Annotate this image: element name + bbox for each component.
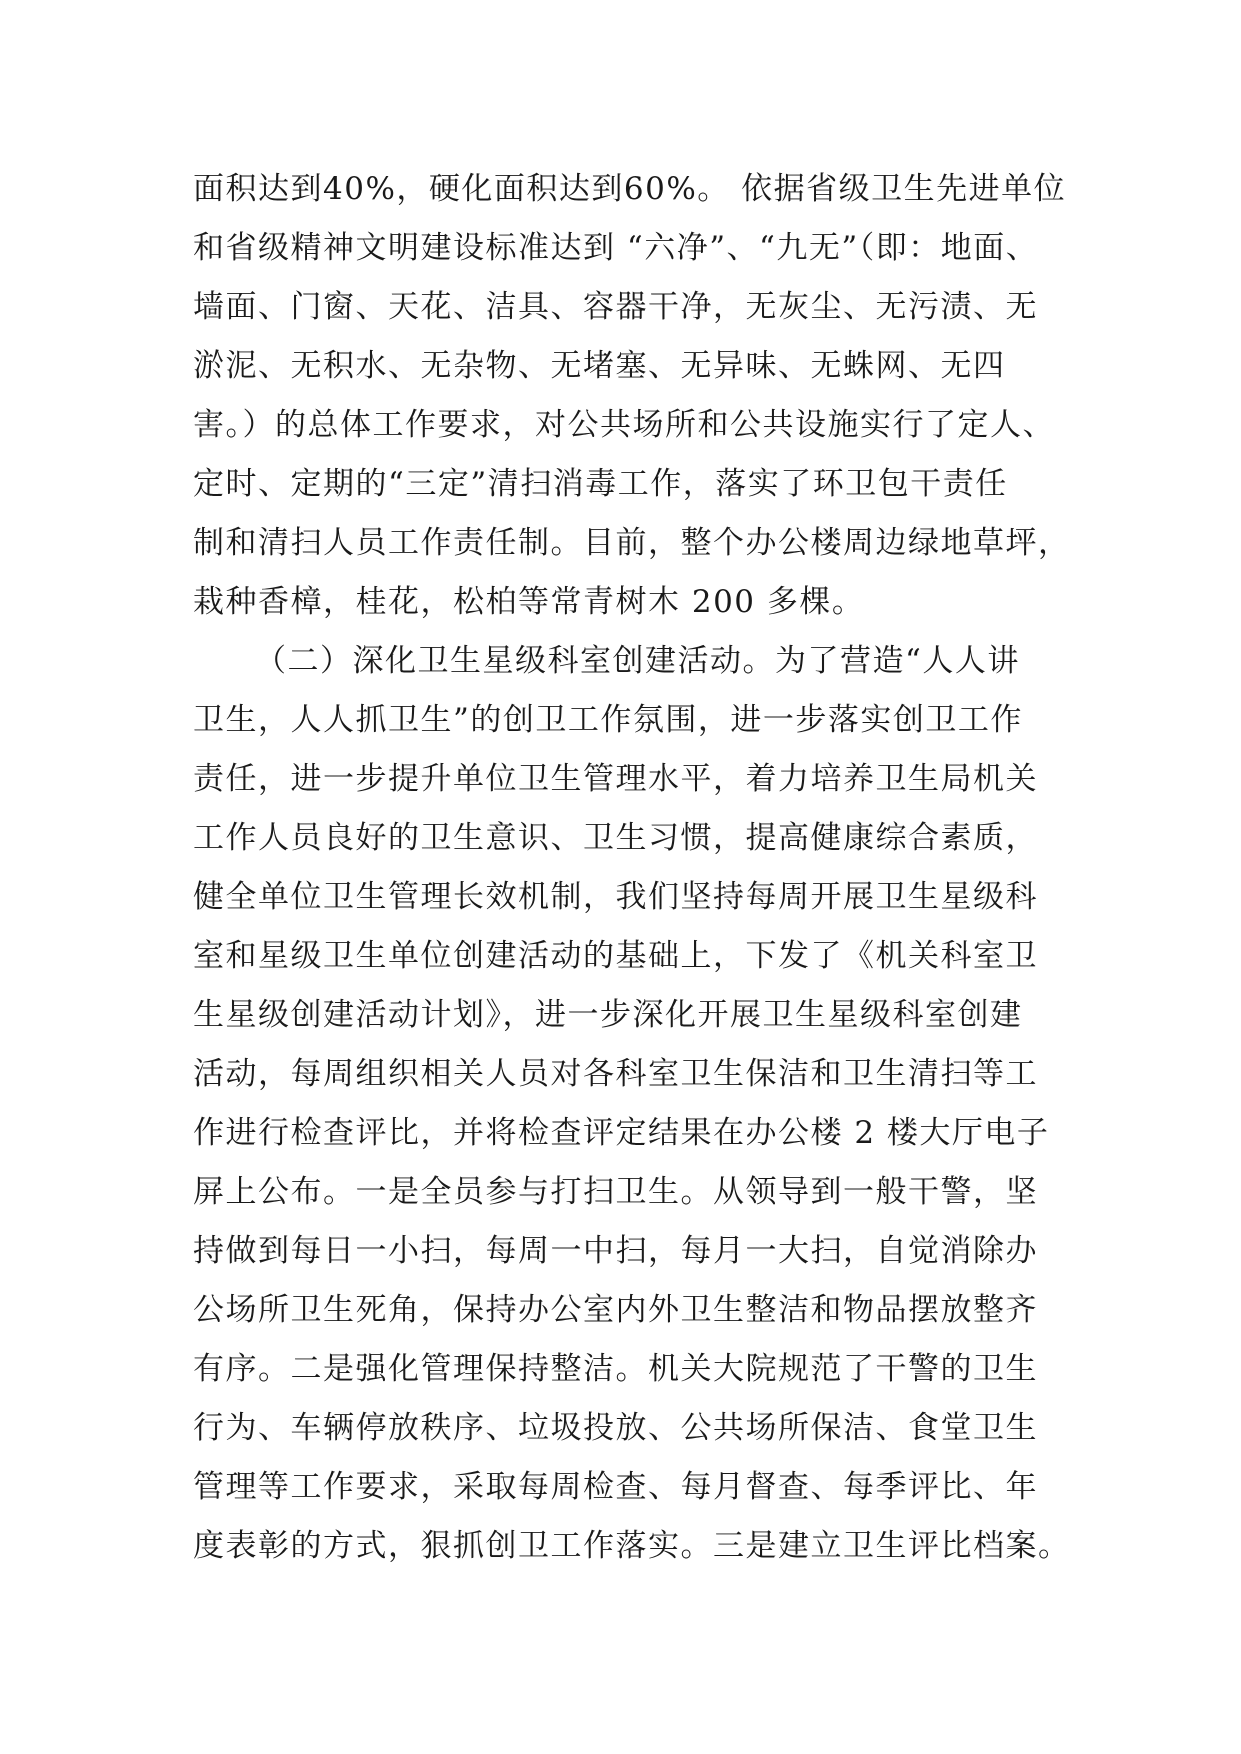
text-line: 害。）的总体工作要求，对公共场所和公共设施实行了定人、 [193,407,1055,443]
text-line: 行为、车辆停放秩序、垃圾投放、公共场所保洁、食堂卫生 [193,1410,1038,1446]
text-line: 屏上公布。一是全员参与打扫卫生。从领导到一般干警，坚 [193,1174,1038,1210]
body-text [193,160,1093,1576]
text-line: 工作人员良好的卫生意识、卫生习惯，提高健康综合素质， [193,820,1038,856]
text-line: 活动，每周组织相关人员对各科室卫生保洁和卫生清扫等工 [193,1056,1038,1092]
text-line: 面积达到40%，硬化面积达到60%。 依据省级卫生先进单位 [193,171,1067,207]
text-line: 定时、定期的“三定”清扫消毒工作，落实了环卫包干责任 [193,466,1008,502]
text-line: 度表彰的方式，狠抓创卫工作落实。三是建立卫生评比档案。 [193,1528,1071,1564]
text-line: 作进行检查评比，并将检查评定结果在办公楼 2 楼大厅电子 [193,1115,1050,1151]
text-line: 持做到每日一小扫，每周一中扫，每月一大扫，自觉消除办 [193,1233,1038,1269]
text-line: 和省级精神文明建设标准达到 “六净”、“九无”（即：地面、 [193,230,1039,266]
text-line: 墙面、门窗、天花、洁具、容器干净，无灰尘、无污渍、无 [193,289,1038,325]
text-line: 公场所卫生死角，保持办公室内外卫生整洁和物品摆放整齐 [193,1292,1038,1328]
text-line: 卫生，人人抓卫生”的创卫工作氛围，进一步落实创卫工作 [193,702,1023,738]
section-heading-line: （二）深化卫生星级科室创建活动。为了营造“人人讲 [255,643,1020,679]
text-line: 制和清扫人员工作责任制。目前，整个办公楼周边绿地草坪， [193,525,1071,561]
text-line: 有序。二是强化管理保持整洁。机关大院规范了干警的卫生 [193,1351,1038,1387]
text-line: 室和星级卫生单位创建活动的基础上，下发了《机关科室卫 [193,938,1038,974]
text-line: 责任，进一步提升单位卫生管理水平，着力培养卫生局机关 [193,761,1038,797]
text-line: 栽种香樟，桂花，松柏等常青树木 200 多棵。 [193,584,865,620]
text-line: 生星级创建活动计划》，进一步深化开展卫生星级科室创建 [193,997,1023,1033]
text-line: 淤泥、无积水、无杂物、无堵塞、无异味、无蛛网、无四 [193,348,1006,384]
text-line: 健全单位卫生管理长效机制，我们坚持每周开展卫生星级科 [193,879,1038,915]
text-line: 管理等工作要求，采取每周检查、每月督查、每季评比、年 [193,1469,1038,1505]
